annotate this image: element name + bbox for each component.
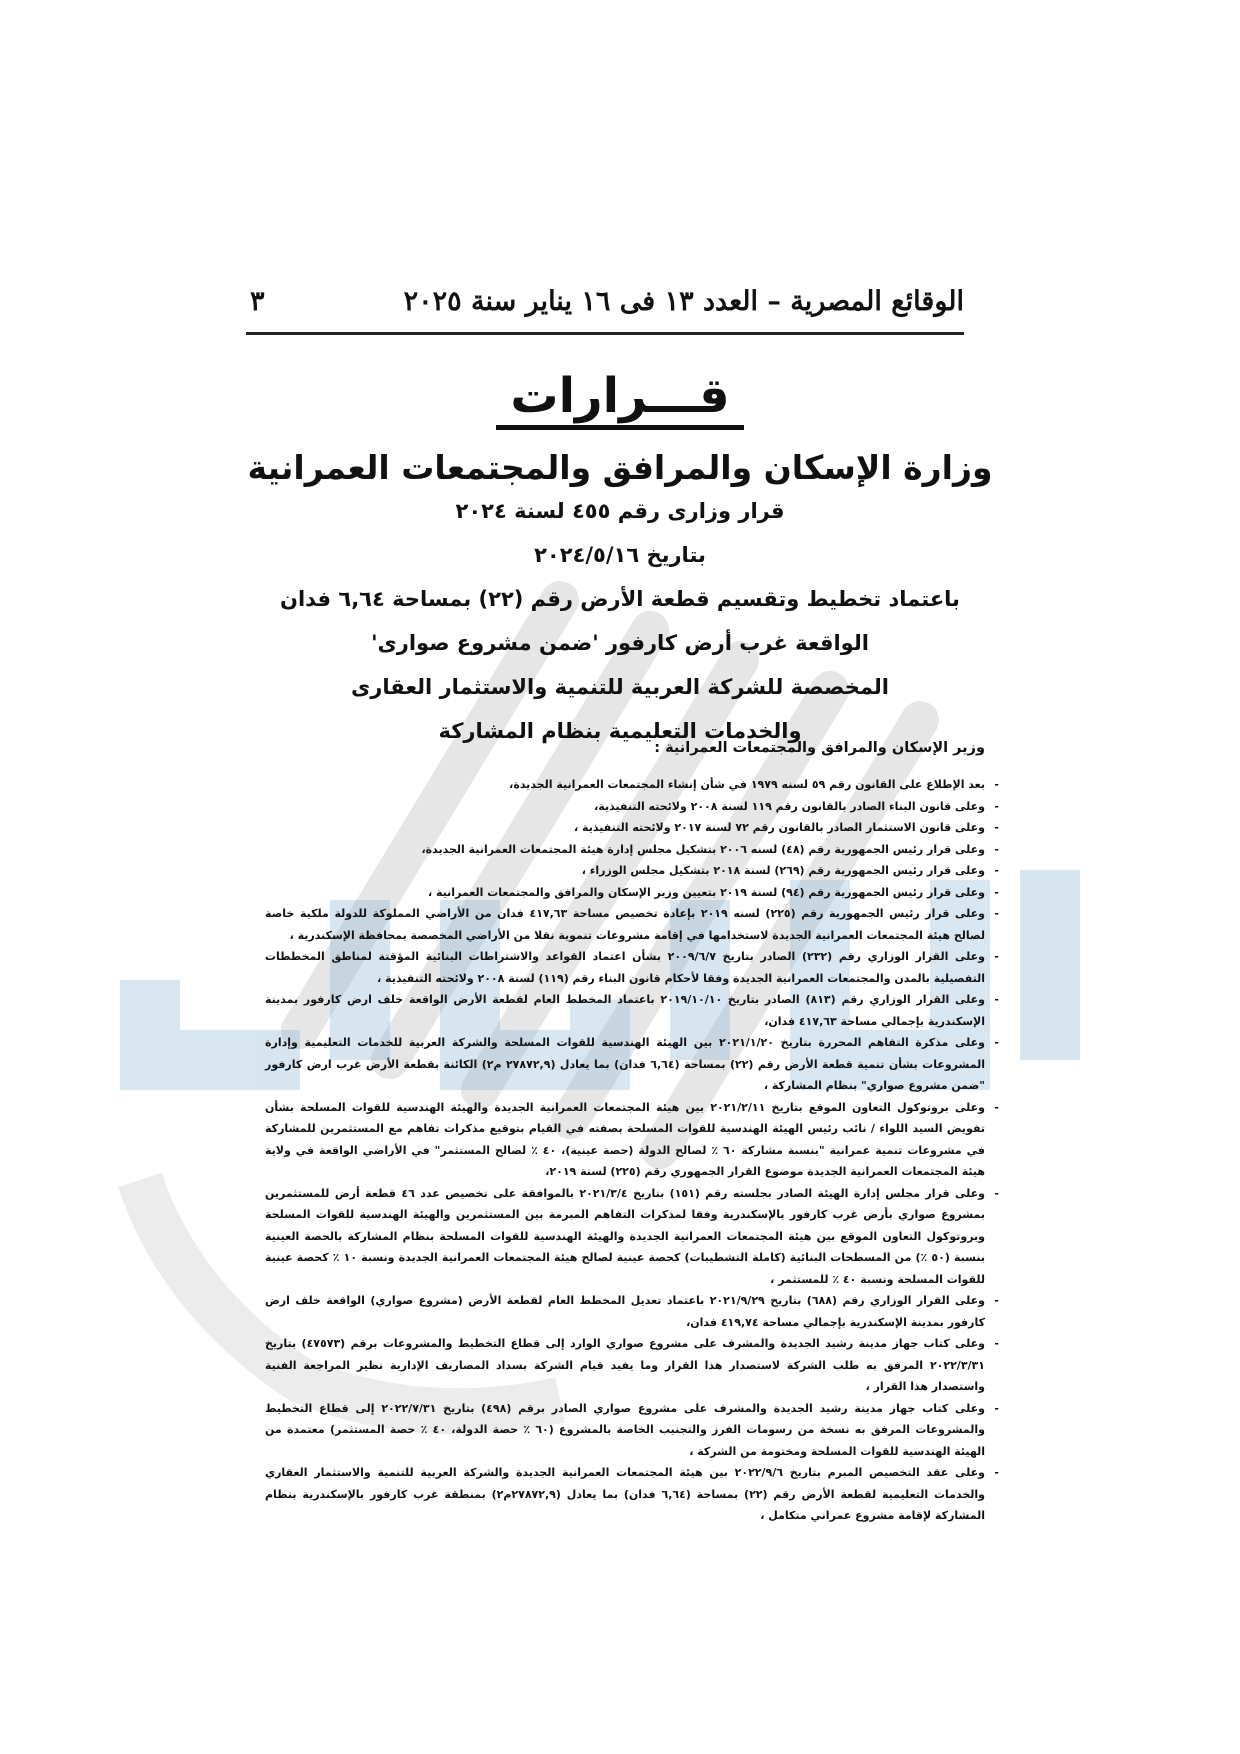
decree-date: بتاريخ ٢٠٢٤/٥/١٦ — [534, 543, 706, 567]
preamble-paragraph: - وعلى عقد التخصيص المبرم بتاريخ ٢٠٢٢/٩/٦ بين هيئة المجتمعات العمرانية الجديدة والشركة العربية للتنمية والاستثمار العقاري والخدمات التعليمية لقطعة الأرض رقم (٢٢) بمساحة (٦,٦٤ فدان) بما يعادل (٢٧٨٧٢,٩م٢) بمنطقة غرب كارفور بالإسكندرية بنظام المشاركة لإقامة مشروع عمراني متكامل ، — [265, 1462, 985, 1527]
page-header — [246, 286, 964, 335]
section-title: قـــرارات — [496, 370, 743, 430]
preamble-paragraph: - وعلى كتاب جهاز مدينة رشيد الجديدة والمشرف على مشروع صواري الصادر برقم (٤٩٨) بتاريخ ٢٠٢٢/٧/٣١ إلى قطاع التخطيط والمشروعات المرفق به نسخة من رسومات الفرز والتجنيب الخاصة بالمشروع (٦٠ ٪ حصة الدولة، ٤٠ ٪ حصة المستثمر) معتمدة من الهيئة الهندسية للقوات المسلحة ومختومة من الشركة ، — [265, 1398, 985, 1463]
preamble-paragraph: - وعلى قرار رئيس الجمهورية رقم (٩٤) لسنة ٢٠١٩ بتعيين وزير الإسكان والمرافق والمجتمعات العمرانية ، — [265, 882, 985, 904]
preamble-paragraph: - بعد الإطلاع على القانون رقم ٥٩ لسنه ١٩٧٩ في شأن إنشاء المجتمعات العمرانية الجديدة، — [265, 774, 985, 796]
preamble-paragraph: - وعلى بروتوكول التعاون الموقع بتاريخ ٢٠٢١/٢/١١ بين هيئة المجتمعات العمرانية الجديدة والهيئة الهندسية للقوات المسلحة بشأن تفويض السيد اللواء / نائب رئيس الهيئة الهندسية للقوات المسلحة بصفته في القيام بتوقيع مذكرات تفاهم مع المستثمرين للمشاركة في مشروعات تنمية عمرانية "بنسبة مشاركة ٦٠ ٪ لصالح الدولة (حصة عينية)، ٤٠ ٪ لصالح المستثمر" في الأراضي الواقعة في ولاية هيئة المجتمعات العمرانية الجديدة موضوع القرار الجمهوري رقم (٢٢٥) لسنة ٢٠١٩، — [265, 1097, 985, 1183]
preamble-paragraph: - وعلى قانون الاستثمار الصادر بالقانون رقم ٧٢ لسنة ٢٠١٧ ولائحته التنفيذية ، — [265, 817, 985, 839]
decree-subject-line: والخدمات التعليمية بنظام المشاركة — [438, 719, 802, 743]
preamble-paragraph: - وعلى قرار رئيس الجمهورية رقم (٢٢٥) لسنه ٢٠١٩ بإعادة تخصيص مساحة ٤١٧,٦٣ فدان من الأراضي المملوكة للدولة ملكية خاصة لصالح هيئة المجتمعات العمرانية الجديدة لاستخدامها في إقامة مشروعات تنموية نقلا من الأراضي المخصصة بمحافظة الإسكندرية ، — [265, 903, 985, 946]
preamble-paragraph: - وعلى قانون البناء الصادر بالقانون رقم ١١٩ لسنة ٢٠٠٨ ولائحته التنفيذية، — [265, 796, 985, 818]
preamble-paragraph: - وعلى القرار الوزاري رقم (٦٨٨) بتاريخ ٢٠٢١/٩/٢٩ باعتماد تعديل المخطط العام لقطعة الأرض (مشروع صواري) الواقعة خلف ارض كارفور بمدينة الإسكندرية بإجمالي مساحة ٤١٩,٧٤ فدان، — [265, 1290, 985, 1333]
decree-body — [265, 740, 985, 1630]
preamble-list — [265, 774, 985, 1527]
preamble-paragraph: - وعلى قرار مجلس إدارة الهيئة الصادر بجلسته رقم (١٥١) بتاريخ ٢٠٢١/٣/٤ بالموافقة على تخصيص عدد ٤٦ قطعة أرض للمستثمرين بمشروع صواري بأرض غرب كارفور بالإسكندرية وفقا لمذكرات التفاهم المبرمة بين المستثمرين والهيئة الهندسية للقوات المسلحة وبروتوكول التعاون الموقع بين هيئة المجتمعات العمرانية الجديدة والهيئة الهندسية للقوات المسلحة بنظام المشاركة بالحصة العينية بنسبة (٥٠ ٪) من المسطحات البنائية (كاملة التشطيبات) كحصة عينية لصالح هيئة المجتمعات العمرانية الجديدة ونسبة ١٠ ٪ كحصة عينية للقوات المسلحة ونسبة ٤٠ ٪ للمستثمر ، — [265, 1183, 985, 1291]
preamble-paragraph: - وعلى القرار الوزاري رقم (٨١٣) الصادر بتاريخ ٢٠١٩/١٠/١٠ باعتماد المخطط العام لقطعة الأرض الواقعة خلف ارض كارفور بمدينة الإسكندرية بإجمالي مساحة ٤١٧,٦٣ فدان، — [265, 989, 985, 1032]
decree-subject-line: المخصصة للشركة العربية للتنمية والاستثمار العقارى — [350, 675, 889, 699]
preamble-paragraph: - وعلى قرار رئيس الجمهورية رقم (٤٨) لسنه ٢٠٠٦ بتشكيل مجلس إدارة هيئة المجتمعات العمرانية الجديدة، — [265, 839, 985, 861]
preamble-paragraph: - وعلى القرار الوزاري رقم (٢٣٢) الصادر بتاريخ ٢٠٠٩/٦/٧ بشأن اعتماد القواعد والاشتراطات البنائية المؤقتة لمناطق المخططات التفصيلية بالمدن والمجتمعات العمرانية الجديدة وفقا لأحكام قانون البناء رقم (١١٩) لسنة ٢٠٠٨ ولائحته التنفيذية ، — [265, 946, 985, 989]
preamble-paragraph: - وعلى كتاب جهاز مدينة رشيد الجديدة والمشرف على مشروع صواري الوارد إلى قطاع التخطيط والمشروعات برقم (٤٧٥٧٣) بتاريخ ٢٠٢٢/٣/٣١ المرفق به طلب الشركة لاستصدار هذا القرار وما يفيد قيام الشركة بسداد المصاريف الإدارية نظير المراجعة الفنية واستصدار هذا القرار ، — [265, 1333, 985, 1398]
preamble-title: وزير الإسكان والمرافق والمجتمعات العمرانية : — [654, 740, 985, 756]
decree-subject-line: الواقعة غرب أرض كارفور 'ضمن مشروع صوارى' — [371, 631, 869, 655]
preamble-paragraph: - وعلى مذكرة التفاهم المحررة بتاريخ ٢٠٢١/١/٢٠ بين الهيئة الهندسية للقوات المسلحة والشركة العربية للخدمات التعليمية وإدارة المشروعات بشأن تنمية قطعة الأرض رقم (٢٢) بمساحة (٦,٦٤ فدان) بما يعادل (٢٧٨٧٢,٩ م٢) الكائنة بقطعة الأرض غرب ارض كارفور "ضمن مشروع صواري" بنظام المشاركة ، — [265, 1032, 985, 1097]
decree-heading — [0, 500, 1240, 764]
preamble-paragraph: - وعلى قرار رئيس الجمهورية رقم (٢٦٩) لسنة ٢٠١٨ بتشكيل مجلس الوزراء ، — [265, 860, 985, 882]
ministry-name: وزارة الإسكان والمرافق والمجتمعات العمرانية — [247, 448, 993, 487]
section-heading — [0, 370, 1240, 430]
decree-subject-line: باعتماد تخطيط وتقسيم قطعة الأرض رقم (٢٢) بمساحة ٦,٦٤ فدان — [280, 587, 960, 611]
decree-number: قرار وزارى رقم ٤٥٥ لسنة ٢٠٢٤ — [455, 499, 785, 523]
page-number: ٣ — [250, 286, 265, 317]
gazette-title: الوقائع المصرية – العدد ١٣ فى ١٦ يناير سنة ٢٠٢٥ — [403, 286, 964, 317]
